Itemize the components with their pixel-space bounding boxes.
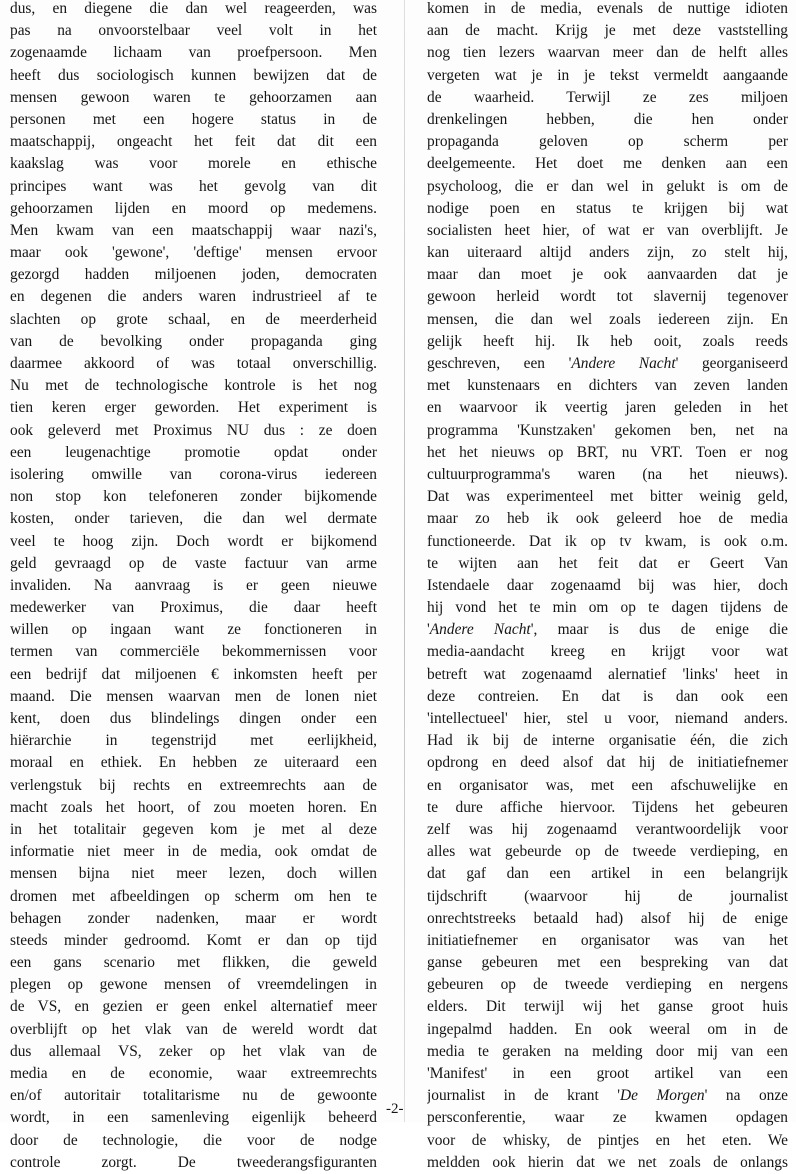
text-line: media en de economie, waar extreemrechts	[10, 1065, 377, 1082]
text-line: isolering omwille van corona-virus iedereen	[10, 465, 377, 483]
text-line: onrechtstreeks betaald had) alsof hij de enige	[427, 909, 788, 927]
text-line: nog tien lezers waarvan meer dan de helft alles	[427, 44, 788, 62]
text-line: te wijten aan het feit dat er Geert Van	[427, 554, 788, 572]
text-line: deelgemeente. Het doet me denken aan een	[427, 155, 788, 173]
text-line: heeft dus sociologisch kunnen bewijzen dat de	[10, 66, 377, 84]
text-line: journalist in de krant 'De Morgen' na onze	[427, 1087, 788, 1105]
text-line: meldden ook hierin dat we net zoals de onlangs	[427, 1153, 788, 1171]
text-line: ganse gebeuren met een bespreking van dat	[427, 954, 788, 972]
text-line: personen met een hogere status in de	[10, 110, 377, 128]
text-line: nodige poen en status te krijgen bij wat	[427, 199, 788, 217]
text-line: dat gaf dan een artikel in een belangrijk	[427, 865, 788, 883]
text-line: behagen zonder nadenken, maar er wordt	[10, 909, 377, 927]
text-line: dus allemaal VS, zeker op het vlak van de	[10, 1042, 377, 1060]
text-line: een bedrijf dat miljoenen € inkomsten heeft per	[10, 665, 377, 683]
text-line: Istendaele daar zogenaamd bij was hier, doch	[427, 576, 788, 594]
text-line: tien keren erger geworden. Het experiment is	[10, 399, 377, 417]
text-line: en degenen die anders waren indrustrieel af te	[10, 288, 377, 306]
text-line: veel te hoog zijn. Doch wordt er bijkomend	[10, 532, 377, 550]
text-line: wordt, in een samenleving eigenlijk beheerd	[10, 1109, 377, 1127]
text-line: gebeuren op de tweede verdieping en nergens	[427, 976, 788, 994]
text-line: kosten, onder tarieven, die dan wel dermate	[10, 510, 377, 528]
text-line: door de technologie, die voor de nodge	[10, 1131, 377, 1149]
text-line: kent, doen dus blindelings dingen onder een	[10, 710, 377, 727]
page-number: -2-	[386, 1101, 404, 1117]
text-line: zelf was hij zogenaamd verantwoordelijk voor	[427, 820, 788, 838]
text-line: van de bevolking onder propaganda ging	[10, 332, 377, 350]
text-line: te dure affiche hiervoor. Tijdens het gebeuren	[427, 798, 788, 816]
text-line: media-aandacht kreeg en krijgt voor wat	[427, 643, 788, 661]
text-line: deze contreien. En dat is dan ook een	[427, 687, 788, 705]
text-line: steeds minder gedroomd. Komt er dan op tijd	[10, 931, 377, 949]
text-line: voor de whisky, de pintjes en het eten. We	[427, 1131, 788, 1149]
text-line: maar dan moet je ook aanvaarden dat je	[427, 266, 788, 284]
text-line: psycholoog, die er dan wel in gelukt is om de	[427, 177, 788, 195]
text-line: propaganda geloven op scherm per	[427, 133, 788, 151]
right-text-column	[427, 0, 788, 1174]
text-line: elders. Dit terwijl wij het ganse groot huis	[427, 998, 788, 1016]
text-line: geschreven, een 'Andere Nacht' georganiseerd	[427, 355, 788, 372]
text-line: het het nieuws op BRT, nu VRT. Toen er nog	[427, 443, 788, 461]
text-line: maatschappij, ongeacht het feit dat dit een	[10, 133, 377, 151]
text-line: functioneerde. Dat ik op tv kwam, is ook o.m.	[427, 532, 788, 550]
text-line: ook geleverd met Proximus NU dus : ze doen	[10, 421, 377, 439]
text-line: Dat was experimenteel met bitter weinig geld,	[427, 488, 788, 506]
text-line: Nu met de technologische kontrole is het nog	[10, 377, 377, 395]
text-line: 'Manifest' in een groot artikel van een	[427, 1065, 788, 1082]
text-line: tijdschrift (waarvoor hij de journalist	[427, 887, 788, 905]
text-line: een gans scenario met flikken, die geweld	[10, 954, 377, 972]
text-line: non stop kon telefoneren zonder bijkomende	[10, 488, 377, 506]
text-line: macht zoals het hoort, of zou moeten horen. En	[10, 798, 377, 816]
text-line: gezorgd hadden miljoenen joden, democraten	[10, 266, 377, 284]
text-line: willen op ingaan want ze fonctioneren in	[10, 621, 377, 639]
text-line: pas na onvoorstelbaar veel volt in het	[10, 22, 377, 40]
text-line: daarmee akkoord of was totaal onverschillig.	[10, 355, 377, 372]
text-line: slachten op grote schaal, en de meerderheid	[10, 310, 377, 328]
text-line: 'intellectueel' hier, stel u voor, niemand anders.	[427, 710, 788, 727]
text-line: informatie niet meer in de media, ook omdat de	[10, 843, 377, 861]
text-line: dus, en diegene die dan wel reageerden, was	[10, 0, 377, 17]
text-line: de VS, en gezien er geen enkel alternatief meer	[10, 998, 377, 1016]
text-line: persconferentie, waar ze kwamen opdagen	[427, 1109, 788, 1127]
text-line: en waarvoor ik veertig jaren geleden in het	[427, 399, 788, 417]
text-line: gehoorzamen lijden en moord op medemens.	[10, 199, 377, 217]
text-line: komen in de media, evenals de nuttige idioten	[427, 0, 788, 17]
text-line: cultuurprogramma's waren (na het nieuws).	[427, 465, 788, 483]
text-line: gelijk heeft hij. Ik heb ooit, zoals reeds	[427, 332, 788, 350]
text-line: kan uiteraard altijd anders zijn, zo stelt hij,	[427, 244, 788, 262]
text-line: maar zo heb ik ook geleerd hoe de media	[427, 510, 788, 528]
text-line: en/of autoritair totalitarisme nu de gewoonte	[10, 1087, 377, 1105]
text-line: mensen gewoon waren te gehoorzamen aan	[10, 88, 377, 106]
text-line: in het totalitair gegeven kom je met al deze	[10, 820, 377, 838]
text-line: met kunstenaars en dichters van zeven landen	[427, 377, 788, 395]
text-line: verlengstuk bij rechts en extreemrechts aan de	[10, 776, 377, 794]
text-line: hiërarchie in tegenstrijd met eerlijkheid,	[10, 732, 377, 750]
column-divider	[404, 0, 405, 1122]
text-line: initiatiefnemer en organisator was van het	[427, 931, 788, 949]
text-line: overblijft op het vlak van de wereld wordt dat	[10, 1020, 377, 1038]
text-line: kaakslag was voor morele en ethische	[10, 155, 377, 173]
text-line: gewoon herleid wordt tot slavernij tegenover	[427, 288, 788, 306]
text-line: plegen op gewone mensen of vreemdelingen in	[10, 976, 377, 994]
text-line: maar ook 'gewone', 'deftige' mensen ervoor	[10, 244, 377, 262]
text-line: dromen met afbeeldingen op scherm om hen te	[10, 887, 377, 905]
text-line: ingepalmd hadden. En ook weeral om in de	[427, 1020, 788, 1038]
text-line: mensen, die dan wel zoals iedereen zijn. En	[427, 310, 788, 328]
text-line: de waarheid. Terwijl ze zes miljoen	[427, 88, 788, 106]
text-line: hij vond het te min om op te dagen tijdens de	[427, 599, 788, 617]
text-line: vergeten wat je in je tekst vermeldt aangaande	[427, 66, 788, 84]
text-line: aan de macht. Krijg je met deze vaststelling	[427, 22, 788, 40]
text-line: alles wat gebeurde op de tweede verdieping, en	[427, 843, 788, 861]
text-line: en organisator was, met een afschuwelijke en	[427, 776, 788, 794]
text-line: controle zorgt. De tweederangsfiguranten	[10, 1153, 377, 1171]
text-line: moraal en ethiek. En hebben ze uiteraard een	[10, 754, 377, 772]
text-line: mensen bijna niet meer lezen, doch willen	[10, 865, 377, 883]
text-line: Had ik bij de interne organisatie één, die zich	[427, 732, 788, 750]
text-line: termen van commerciële bekommernissen voor	[10, 643, 377, 661]
text-line: Men kwam van een maatschappij waar nazi's,	[10, 221, 377, 239]
text-line: socialisten heet hier, of wat er van overblijft. Je	[427, 221, 788, 239]
text-line: media te geraken na melding door mij van een	[427, 1042, 788, 1060]
text-line: programma 'Kunstzaken' gekomen ben, net na	[427, 421, 788, 439]
text-line: 'Andere Nacht', maar is dus de enige die	[427, 621, 788, 639]
left-text-column	[10, 0, 377, 1174]
text-line: betreft wat zogenaamd alernatief 'links' heet in	[427, 665, 788, 683]
text-line: opdrong en deed alsof dat hij de initiatiefnemer	[427, 754, 788, 772]
text-line: geld gevraagd op de vaste factuur van arme	[10, 554, 377, 572]
text-line: principes want was het gevolg van dit	[10, 177, 377, 195]
text-line: invaliden. Na aanvraag is er geen nieuwe	[10, 576, 377, 594]
text-line: maand. Die mensen waarvan men de lonen niet	[10, 687, 377, 705]
text-line: een leugenachtige promotie opdat onder	[10, 443, 377, 461]
text-line: medewerker van Proximus, die daar heeft	[10, 599, 377, 617]
text-line: drenkelingen hebben, die hen onder	[427, 110, 788, 128]
text-line: zogenaamde lichaam van proefpersoon. Men	[10, 44, 377, 62]
